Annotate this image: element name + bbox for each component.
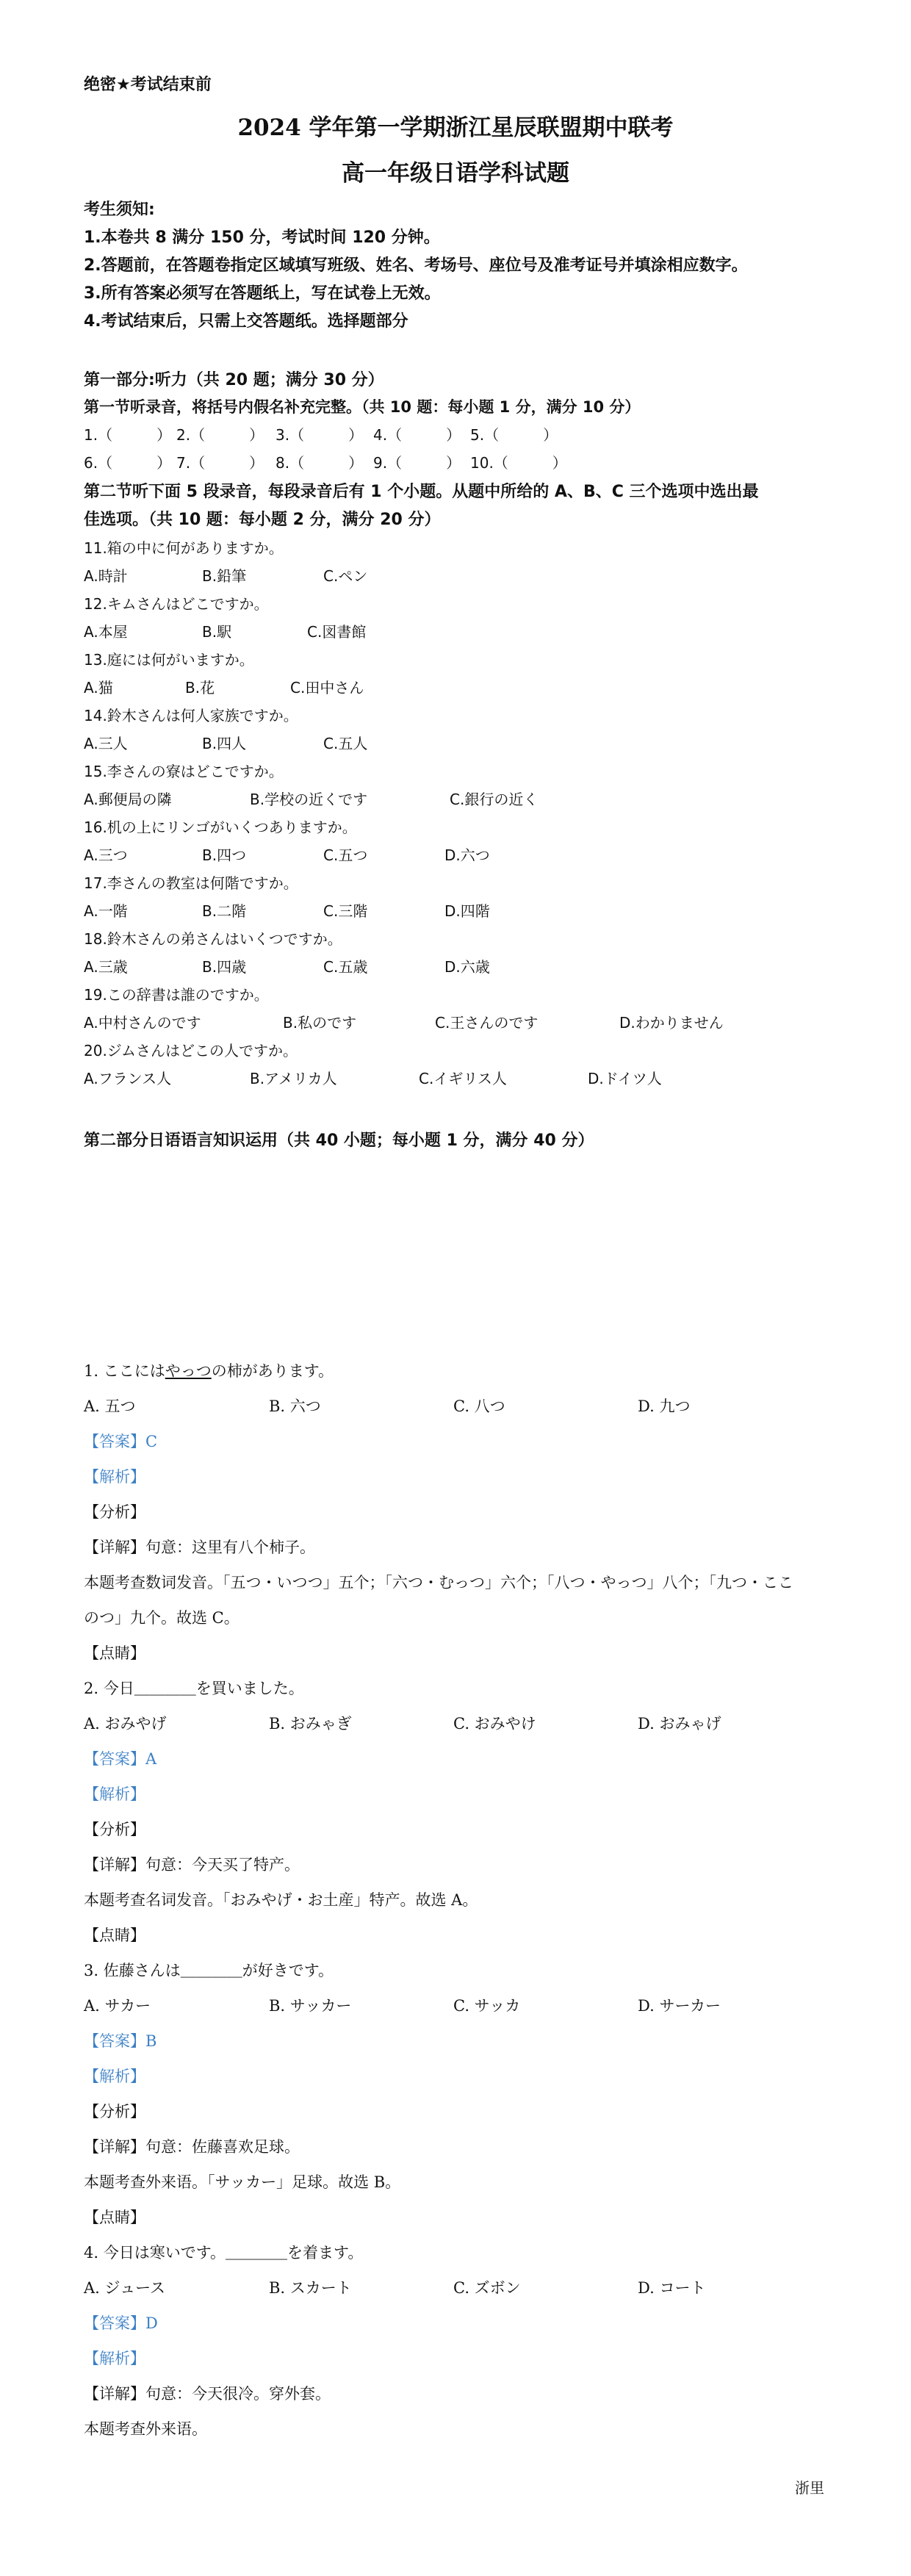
question-text: 14.鈴木さんは何人家族ですか。 xyxy=(84,707,298,724)
option: D. コート xyxy=(638,2279,706,2297)
option: D.ドイツ人 xyxy=(588,1070,662,1087)
option: B.花 xyxy=(185,679,215,697)
notice-item: 3.所有答案必须写在答题纸上，写在试卷上无效。 xyxy=(84,284,441,303)
option: B. おみゃぎ xyxy=(269,1715,352,1733)
option: B. 六つ xyxy=(269,1397,321,1415)
option: B.二階 xyxy=(202,902,247,920)
fenxi-label: 【分析】 xyxy=(84,2103,145,2120)
option: C.ペン xyxy=(323,567,368,585)
option: D. サーカー xyxy=(638,1997,721,2015)
explanation-text: 本题考查外来语。 xyxy=(84,2420,207,2438)
option: A.三つ xyxy=(84,846,128,864)
option: B.鉛筆 xyxy=(202,567,247,585)
fenxi-label: 【分析】 xyxy=(84,1821,145,1838)
option: C. 八つ xyxy=(453,1397,505,1415)
option: B.駅 xyxy=(202,623,232,641)
detail-text: 【详解】句意：今天买了特产。 xyxy=(84,1856,300,1874)
section1-heading: 第一节听录音，将括号内假名补充完整。（共 10 题：每小题 1 分，满分 10 分） xyxy=(84,398,641,416)
option: C. ズボン xyxy=(453,2279,521,2297)
blank: 3.（ ） xyxy=(276,426,364,444)
option: A.フランス人 xyxy=(84,1070,172,1087)
dianjing-label: 【点睛】 xyxy=(84,1926,145,1944)
notice-heading: 考生须知: xyxy=(84,201,155,219)
option: A. サカー xyxy=(84,1997,151,2015)
option: B.四歳 xyxy=(202,958,247,976)
dianjing-label: 【点睛】 xyxy=(84,2209,145,2226)
option: C.田中さん xyxy=(290,679,364,697)
option: C.王さんのです xyxy=(435,1014,539,1032)
question-text: 17.李さんの教室は何階ですか。 xyxy=(84,874,298,892)
question-text: 15.李さんの寮はどこですか。 xyxy=(84,763,284,780)
blank: 5.（ ） xyxy=(470,426,558,444)
option: C. おみやけ xyxy=(453,1715,536,1733)
footer-mark: 浙里 xyxy=(795,2479,824,2497)
part2-heading: 第二部分日语语言知识运用（共 40 小题；每小题 1 分，满分 40 分） xyxy=(84,1132,594,1150)
option: B.アメリカ人 xyxy=(250,1070,337,1087)
blank: 6.（ ） xyxy=(84,454,172,472)
option: B.四つ xyxy=(202,846,247,864)
option: D.わかりません xyxy=(619,1014,724,1032)
blank: 2.（ ） xyxy=(176,426,264,444)
question-text: 3. 佐藤さんは＿＿＿＿が好きです。 xyxy=(84,1962,334,1979)
option: A. ジュース xyxy=(84,2279,166,2297)
question-text: 12.キムさんはどこですか。 xyxy=(84,595,269,613)
blank: 1.（ ） xyxy=(84,426,172,444)
option: B.四人 xyxy=(202,735,247,752)
question-text: 18.鈴木さんの弟さんはいくつですか。 xyxy=(84,930,342,948)
option: B. サッカー xyxy=(269,1997,352,2015)
confidential-mark: 绝密★考试结束前 xyxy=(84,76,212,94)
answer-label: 【答案】B xyxy=(84,2032,157,2050)
option: D.四階 xyxy=(444,902,490,920)
blank: 4.（ ） xyxy=(373,426,461,444)
question-text: 1. ここにはやっつの柿があります。 xyxy=(84,1362,334,1380)
fenxi-label: 【分析】 xyxy=(84,1503,145,1521)
question-text: 20.ジムさんはどこの人ですか。 xyxy=(84,1042,298,1059)
option: C.三階 xyxy=(323,902,368,920)
notice-item: 2.答题前，在答题卷指定区域填写班级、姓名、考场号、座位号及准考证号并填涂相应数字。 xyxy=(84,256,748,275)
part1-heading: 第一部分:听力（共 20 题；满分 30 分） xyxy=(84,371,384,389)
option: B. スカート xyxy=(269,2279,352,2297)
question-text: 11.箱の中に何がありますか。 xyxy=(84,539,284,557)
blank: 10.（ ） xyxy=(470,454,567,472)
detail-text: 【详解】句意：这里有八个柿子。 xyxy=(84,1539,315,1556)
option: C.五歳 xyxy=(323,958,368,976)
question-text: 16.机の上にリンゴがいくつありますか。 xyxy=(84,819,357,836)
option: A.一階 xyxy=(84,902,128,920)
question-text: 4. 今日は寒いです。＿＿＿＿を着ます。 xyxy=(84,2244,364,2262)
explanation-text: 本题考查名词发音。「おみやげ・お土産」特产。故选 A。 xyxy=(84,1891,478,1909)
section2-heading: 第二节听下面 5 段录音，每段录音后有 1 个小题。从题中所给的 A、B、C 三个选项中选出最 xyxy=(84,483,759,501)
explanation-text: のつ」九个。故选 C。 xyxy=(84,1609,240,1627)
dianjing-label: 【点睛】 xyxy=(84,1644,145,1662)
detail-text: 【详解】句意：佐藤喜欢足球。 xyxy=(84,2138,300,2156)
option: A.郵便局の隣 xyxy=(84,791,172,808)
option: C.五つ xyxy=(323,846,368,864)
analysis-label: 【解析】 xyxy=(84,2350,145,2367)
option: A.三人 xyxy=(84,735,128,752)
answer-label: 【答案】A xyxy=(84,1750,157,1768)
option: A.中村さんのです xyxy=(84,1014,201,1032)
blank: 7.（ ） xyxy=(176,454,264,472)
notice-item: 4.考试结束后，只需上交答题纸。选择题部分 xyxy=(84,312,408,331)
option: C.図書館 xyxy=(307,623,367,641)
exam-subtitle: 高一年级日语学科试题 xyxy=(342,160,569,187)
option: B.私のです xyxy=(283,1014,357,1032)
option: D. おみゃげ xyxy=(638,1715,721,1733)
question-text: 2. 今日＿＿＿＿を買いました。 xyxy=(84,1680,304,1697)
option: A.時計 xyxy=(84,567,128,585)
option: C. サッカ xyxy=(453,1997,521,2015)
option: A.三歳 xyxy=(84,958,128,976)
option: A.猫 xyxy=(84,679,113,697)
answer-label: 【答案】D xyxy=(84,2314,158,2332)
option: D. 九つ xyxy=(638,1397,691,1415)
option: A.本屋 xyxy=(84,623,128,641)
explanation-text: 本题考查数词发音。「五つ・いつつ」五个；「六つ・むっつ」六个；「八つ・やっつ」八个；「九つ・ここ xyxy=(84,1574,793,1591)
analysis-label: 【解析】 xyxy=(84,1785,145,1803)
option: D.六歳 xyxy=(444,958,490,976)
analysis-label: 【解析】 xyxy=(84,2068,145,2085)
answer-label: 【答案】C xyxy=(84,1433,158,1450)
detail-text: 【详解】句意：今天很冷。穿外套。 xyxy=(84,2385,331,2403)
explanation-text: 本题考查外来语。「サッカー」足球。故选 B。 xyxy=(84,2173,401,2191)
blank: 8.（ ） xyxy=(276,454,364,472)
option: C.イギリス人 xyxy=(419,1070,507,1087)
option: A. 五つ xyxy=(84,1397,136,1415)
analysis-label: 【解析】 xyxy=(84,1468,145,1486)
option: C.五人 xyxy=(323,735,368,752)
section2-heading-cont: 佳选项。（共 10 题：每小题 2 分，满分 20 分） xyxy=(84,511,441,529)
option: C.銀行の近く xyxy=(450,791,539,808)
option: B.学校の近くです xyxy=(250,791,368,808)
notice-item: 1.本卷共 8 满分 150 分，考试时间 120 分钟。 xyxy=(84,229,440,247)
option: A. おみやげ xyxy=(84,1715,167,1733)
question-text: 19.この辞書は誰のですか。 xyxy=(84,986,269,1004)
blank: 9.（ ） xyxy=(373,454,461,472)
question-text: 13.庭には何がいますか。 xyxy=(84,651,254,669)
exam-title: 2024 学年第一学期浙江星辰联盟期中联考 xyxy=(237,115,674,141)
option: D.六つ xyxy=(444,846,490,864)
